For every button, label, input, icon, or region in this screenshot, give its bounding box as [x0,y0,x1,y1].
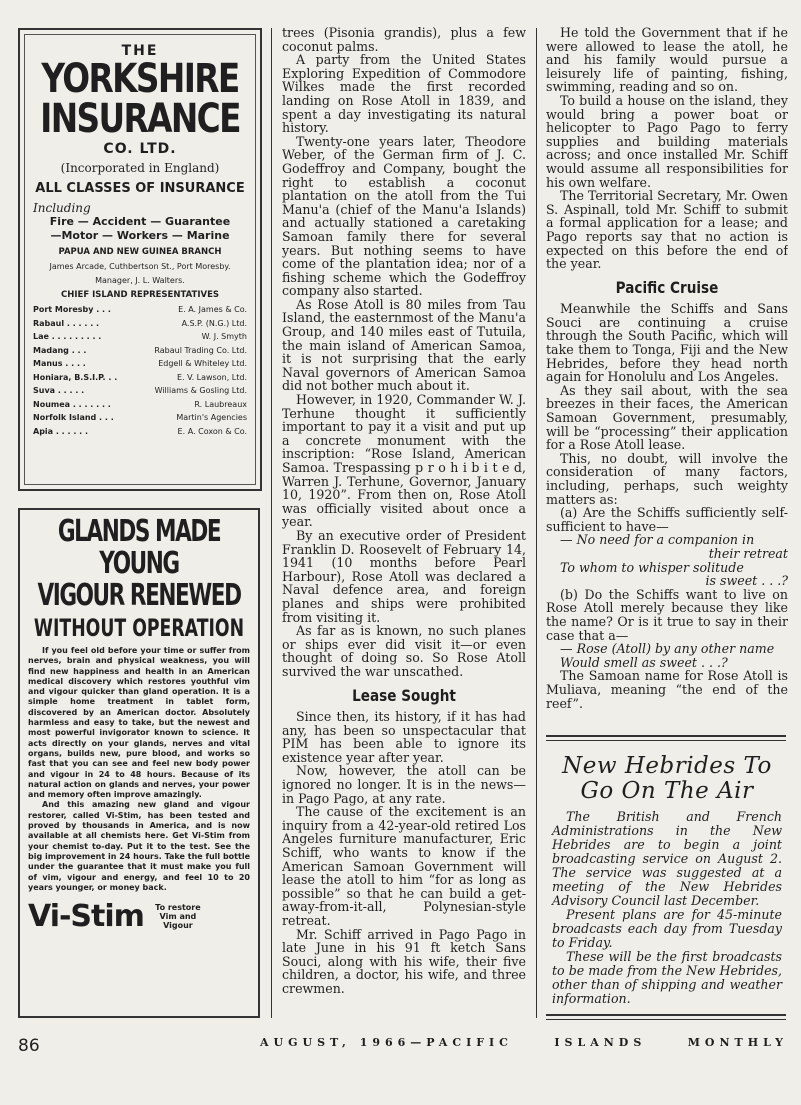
paragraph: As far as is known, no such planes or ships ever did visit it—or even thought of doing so. So Rose Atoll survived the war unscathed. [282,623,526,679]
paragraph: A party from the United States Exploring Expedition of Commodore Wilkes made the first recorded landing on Rose Atoll in 1839, and spent a day investigating its natural history. [282,52,526,136]
ad-manager: Manager, J. L. Walters. [95,276,185,285]
paragraph: As they sail about, with the sea breezes in their faces, the American Samoan Government, presumably, will be “processing” their application for a Rose Atoll lease. [546,382,788,453]
ad2-headline-2: VIGOUR RENEWED [37,578,241,613]
box-bottom-rule [546,1014,786,1016]
yorkshire-insurance-ad [18,28,262,491]
paragraph: The cause of the excitement is an inquiry from a 42-year-old retired Los Angeles furniture manufacturer, Eric Schiff, who wants to know if the American Samoan Government will lease the atoll to him “for as long as possible” so that he can build a get-away-from-it-all, Polynesian-style retreat. [282,804,526,928]
ad-incorporated: (Incorporated in England) [60,161,220,175]
article-column-3 [546,26,788,736]
paragraph: The Territorial Secretary, Mr. Owen S. Aspinall, told Mr. Schiff to submit a formal application for a lease; and Pago reports say that no action is expected on this before the end of the year. [546,188,788,272]
paragraph: However, in 1920, Commander W. J. Terhune thought it sufficiently important to pay it a visit and put up a concrete monument with the inscription: “Rose Island, American Samoa. Trespassing p r o h i b i t e d, Warren J. Terhune, Governor, January 10, 1920”. From then on, Rose Atoll was officially visited about once a year. [282,392,526,530]
ad2-footer [28,899,250,934]
news-box [546,748,788,1013]
paragraph: Since then, its history, if it has had any, has been so unspectacular that PIM has been able to ignore its existence year after year. [282,709,526,765]
paragraph: These will be the first broadcasts to be made from the New Hebrides, other than of shipping and weather information. [552,949,782,1006]
ad-co: CO. LTD. [103,141,177,157]
verse-line: — Rose (Atoll) by any other name [560,641,775,657]
article-column-2 [282,26,526,1026]
ad2-headline-3: WITHOUT OPERATION [33,614,245,642]
footer-monthly: MONTHLY [687,1036,788,1049]
box-body [546,810,788,1006]
ad-address: James Arcade, Cuthbertson St., Port Moresby. [49,262,231,271]
ad-all-classes: ALL CLASSES OF INSURANCE [35,181,245,196]
paragraph: The British and French Administrations in the New Hebrides are to begin a joint broadcasting service on August 2. The service was suggested at a meeting of the New Hebrides Advisory Council last December. [552,809,782,908]
ad-chief-reps: CHIEF ISLAND REPRESENTATIVES [61,290,219,300]
column-rule [271,28,272,1018]
paragraph: Now, however, the atoll can be ignored no longer. It is in the news—in Pago Pago, at any rate. [282,763,526,806]
ad2-brand: Vi-Stim [28,899,144,935]
ad-the: THE [121,43,159,59]
paragraph: As Rose Atoll is 80 miles from Tau Island, the easternmost of the Manu'a Group, and 140 miles east of Tutuila, the main island of American Samoa, it is not surprising that the early Naval governors of American Samoa did not bother much about it. [282,296,526,394]
ad-line2: —Motor — Workers — Marine [50,229,230,242]
ad-name-line2: INSURANCE [40,96,240,142]
paragraph: Mr. Schiff arrived in Pago Pago in late June in his 91 ft ketch Sans Souci, along with his wife, their five children, a doctor, his wife, and three crewmen. [282,926,526,996]
paragraph: By an executive order of President Franklin D. Roosevelt of February 14, 1941 (10 months before Pearl Harbour), Rose Atoll was declared a Naval defence area, and foreign planes and ships were prohibited from visiting it. [282,527,526,625]
subhead-lease-sought: Lease Sought [352,685,456,705]
box-top-rule-2 [546,740,786,741]
verse-line: — No need for a companion in [560,532,755,548]
paragraph: (a) Are the Schiffs sufficiently self-sufficient to have— [546,505,788,534]
verse-line: To whom to whisper solitude [560,559,744,575]
rep-row: Apia . . . . . . E. A. Coxon & Co. [33,426,247,436]
paragraph: He told the Government that if he were allowed to lease the atoll, he and his family would pursue a leisurely life of painting, fishing, swimming, reading and so on. [546,26,788,95]
paragraph: Twenty-one years later, Theodore Weber, of the German firm of J. C. Godeffroy and Company, bought the right to establish a coconut plantation on the atoll from the Tui Manu'a (chief of the Manu'a Islands) and actually stationed a caretaking Samoan family there for several years. But nothing seems to have come of the plantation idea; nor of a fishing scheme which the Godeffroy company also started. [282,133,526,299]
verse-line: their retreat [708,545,788,561]
ad-line1: Fire — Accident — Guarantee [49,215,231,228]
box-title: New Hebrides To Go On The Air [562,753,772,804]
ad-name-line1: YORKSHIRE [41,56,239,102]
paragraph: trees (Pisonia grandis), plus a few coconut palms. [282,26,526,54]
verse-line: Would smell as sweet . . .? [560,654,728,670]
ad2-body-2: And this amazing new gland and vigour restorer, called Vi-Stim, has been tested and proved by thousands in America, and is now available at all chemists here. Get Vi-Stim from your chemist to-day. Put it to the test. See the big improvement in 24 hours. Take the full bottle under the guarantee that it must make you full of vim, vigour and energy, and feel 10 to 20 years younger, or money back. [28,800,250,892]
rep-row: Lae . . . . . . . . . W. J. Smyth [33,332,247,341]
ad-including: Including [33,201,91,215]
footer-date: AUGUST, 1966—PACIFIC [260,1036,513,1049]
verse-line: is sweet . . .? [705,573,788,589]
column-rule [536,28,537,1018]
rep-row: Madang . . . Rabaul Trading Co. Ltd. [33,345,247,355]
paragraph: Meanwhile the Schiffs and Sans Souci are continuing a cruise through the South Pacific, which will take them to Tonga, Fiji and the New Hebrides, before they head north again for Honolulu and Los Angeles. [546,301,788,385]
vistim-ad [18,508,260,1018]
paragraph: (b) Do the Schiffs want to live on Rose Atoll merely because they like the name? Or is it true to say in their case that a— [546,586,788,643]
rep-row: Port Moresby . . . E. A. James & Co. [33,305,247,314]
paragraph: This, no doubt, will involve the consideration of many factors, including, perhaps, such weighty matters as: [546,450,788,507]
rep-row: Manus . . . . Edgell & Whiteley Ltd. [33,359,247,368]
ad2-tagline: To restore Vim and Vigour [155,903,201,931]
paragraph: Present plans are for 45-minute broadcasts each day from Tuesday to Friday. [552,907,782,950]
rep-row: Norfolk Island . . . Martin's Agencies [33,413,247,422]
rep-row: Suva . . . . . Williams & Gosling Ltd. [33,386,247,395]
rep-row: Noumea . . . . . . . R. Laubreaux [33,399,247,409]
paragraph: The Samoan name for Rose Atoll is Muliava, meaning “the end of the reef”. [546,668,788,711]
ad-reps-list [33,303,247,438]
ad2-body-1: If you feel old before your time or suffer from nerves, brain and physical weakness, you will find new happiness and health in an American medical discovery which restores youthful vim and vigour quicker than gland operation. It is a simple home treatment in tablet form, discovered by an American doctor. Absolutely harmless and easy to take, but the newest and most powerful invigorator known to science. It acts directly on your glands, nerves and vital organs, builds new, pure blood, and works so fast that you can see and feel new body power and vigour in 24 to 48 hours. Because of its natural action on glands and nerves, your power and memory often improve amazingly. [28,646,250,800]
footer-islands: ISLANDS [554,1036,647,1049]
ad2-headline-1: GLANDS MADE YOUNG [57,514,221,581]
ad-branch: PAPUA AND NEW GUINEA BRANCH [58,247,222,257]
subhead-pacific-cruise: Pacific Cruise [615,277,719,297]
rep-row: Honiara, B.S.I.P. . . E. V. Lawson, Ltd. [33,372,247,382]
rep-row: Rabaul . . . . . . A.S.P. (N.G.) Ltd. [33,318,247,328]
box-bottom-rule-2 [546,1019,786,1020]
running-footer [260,1036,788,1049]
box-top-rule [546,735,786,737]
page-number: 86 [18,1036,40,1056]
paragraph: To build a house on the island, they would bring a power boat or helicopter to Pago Pago to ferry supplies and building materials across; and once installed Mr. Schiff would assume all responsibilities for his own welfare. [546,92,788,190]
